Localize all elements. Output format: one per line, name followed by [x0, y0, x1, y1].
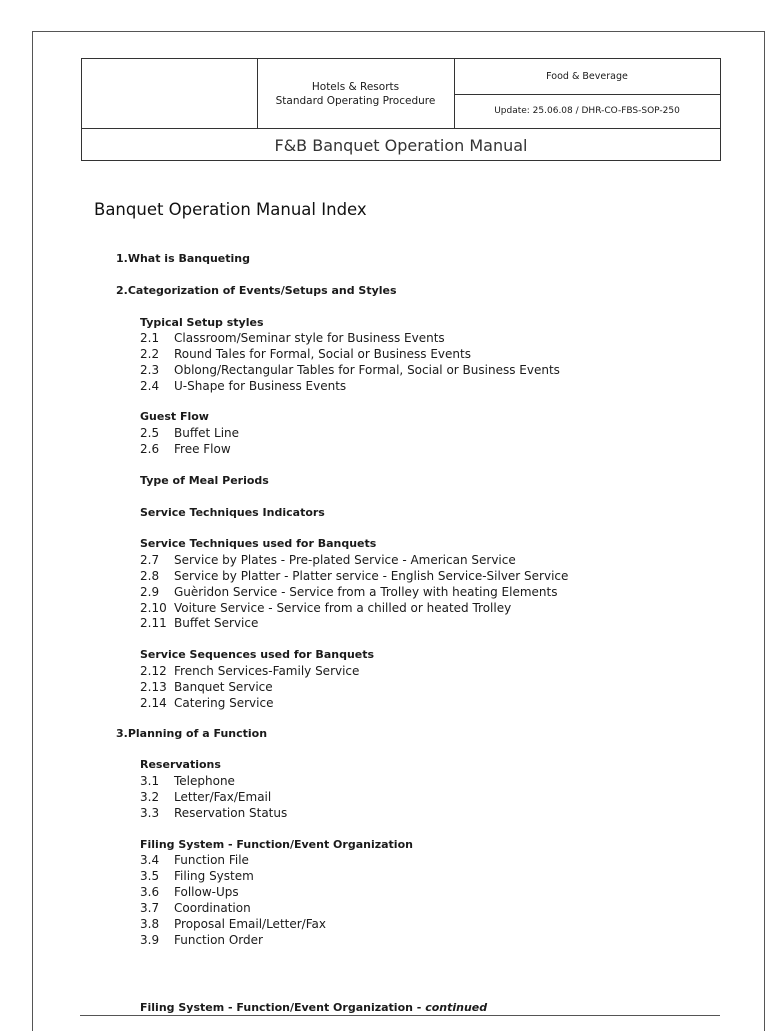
- org-line-1: Hotels & Resorts: [311, 80, 400, 93]
- item-text: Service by Plates - Pre-plated Service - American Service: [174, 553, 516, 567]
- item-number: 3.2: [140, 790, 160, 804]
- item-number: 3.1: [140, 774, 160, 788]
- list-item: [140, 790, 271, 804]
- meal-periods-heading: Type of Meal Periods: [140, 474, 269, 487]
- footer-divider: [80, 1015, 720, 1016]
- guest-flow-heading: Guest Flow: [140, 410, 209, 423]
- list-item: [140, 696, 273, 710]
- list-item: [140, 616, 258, 630]
- list-item: [140, 379, 346, 393]
- item-text: Function Order: [174, 933, 263, 947]
- section-1-heading: 1.What is Banqueting: [116, 252, 250, 265]
- list-item: [140, 585, 557, 599]
- list-item: [140, 347, 471, 361]
- department-cell: Food & Beverage: [454, 59, 720, 95]
- list-item: [140, 901, 251, 915]
- item-number: 2.9: [140, 585, 160, 599]
- item-text: Round Tales for Formal, Social or Business Events: [174, 347, 471, 361]
- service-techniques-heading: Service Techniques used for Banquets: [140, 537, 377, 550]
- item-text: Buffet Line: [174, 426, 240, 440]
- item-number: 2.8: [140, 569, 160, 583]
- item-number: 3.9: [140, 933, 160, 947]
- item-number: 2.5: [140, 426, 160, 440]
- update-cell: Update: 25.06.08 / DHR-CO-FBS-SOP-250: [494, 106, 680, 116]
- list-item: [140, 680, 273, 694]
- item-number: 3.7: [140, 901, 160, 915]
- list-item: [140, 442, 231, 456]
- list-item: [140, 806, 287, 820]
- item-number: 3.6: [140, 885, 160, 899]
- item-text: Banquet Service: [174, 680, 273, 694]
- item-number: 3.3: [140, 806, 160, 820]
- item-text: Reservation Status: [174, 806, 288, 820]
- list-item: [140, 885, 239, 899]
- list-item: [140, 331, 445, 345]
- continued-label: continued: [425, 1001, 488, 1014]
- index-title: Banquet Operation Manual Index: [94, 200, 367, 219]
- item-number: 2.10: [140, 601, 167, 615]
- document-header: [81, 58, 721, 161]
- item-text: Function File: [174, 853, 249, 867]
- item-text: Catering Service: [174, 696, 274, 710]
- list-item: [140, 569, 568, 583]
- item-number: 2.4: [140, 379, 160, 393]
- item-number: 2.13: [140, 680, 167, 694]
- section-3-heading: 3.Planning of a Function: [116, 727, 268, 740]
- item-text: Classroom/Seminar style for Business Events: [174, 331, 445, 345]
- item-number: 3.5: [140, 869, 160, 883]
- filing-system-heading: Filing System - Function/Event Organization: [140, 838, 413, 851]
- org-cell: [257, 59, 455, 128]
- item-text: Telephone: [174, 774, 235, 788]
- list-item: [140, 601, 511, 615]
- item-number: 2.7: [140, 553, 160, 567]
- item-text: Letter/Fax/Email: [174, 790, 272, 804]
- service-sequences-heading: Service Sequences used for Banquets: [140, 648, 375, 661]
- continued-heading-text: Filing System - Function/Event Organization -: [140, 1001, 426, 1014]
- section-2-heading: 2.Categorization of Events/Setups and Styles: [116, 284, 397, 297]
- filing-system-continued-heading: [140, 1001, 487, 1014]
- item-number: 3.8: [140, 917, 160, 931]
- item-text: Service by Platter - Platter service - English Service-Silver Service: [174, 569, 569, 583]
- item-text: Free Flow: [174, 442, 231, 456]
- item-number: 2.1: [140, 331, 160, 345]
- item-number: 2.11: [140, 616, 167, 630]
- item-text: Buffet Service: [174, 616, 259, 630]
- item-number: 2.3: [140, 363, 160, 377]
- list-item: [140, 363, 560, 377]
- item-text: Filing System: [174, 869, 254, 883]
- item-number: 2.2: [140, 347, 160, 361]
- list-item: [140, 853, 249, 867]
- item-number: 2.14: [140, 696, 167, 710]
- item-text: U-Shape for Business Events: [174, 379, 347, 393]
- item-text: Follow-Ups: [174, 885, 239, 899]
- item-text: Proposal Email/Letter/Fax: [174, 917, 326, 931]
- list-item: [140, 917, 326, 931]
- item-text: Voiture Service - Service from a chilled or heated Trolley: [174, 601, 512, 615]
- list-item: [140, 426, 239, 440]
- list-item: [140, 553, 516, 567]
- logo-cell: [82, 59, 258, 128]
- item-text: Guèridon Service - Service from a Trolley with heating Elements: [174, 585, 558, 599]
- item-number: 2.12: [140, 664, 167, 678]
- list-item: [140, 869, 254, 883]
- item-number: 2.6: [140, 442, 160, 456]
- list-item: [140, 933, 263, 947]
- item-text: Oblong/Rectangular Tables for Formal, Social or Business Events: [174, 363, 560, 377]
- manual-title: F&B Banquet Operation Manual: [82, 128, 720, 161]
- org-line-2: Standard Operating Procedure: [275, 94, 436, 107]
- item-number: 3.4: [140, 853, 160, 867]
- item-text: Coordination: [174, 901, 251, 915]
- reservations-heading: Reservations: [140, 758, 221, 771]
- service-indicators-heading: Service Techniques Indicators: [140, 506, 325, 519]
- item-text: French Services-Family Service: [174, 664, 360, 678]
- setup-styles-heading: Typical Setup styles: [140, 316, 264, 329]
- list-item: [140, 664, 359, 678]
- list-item: [140, 774, 235, 788]
